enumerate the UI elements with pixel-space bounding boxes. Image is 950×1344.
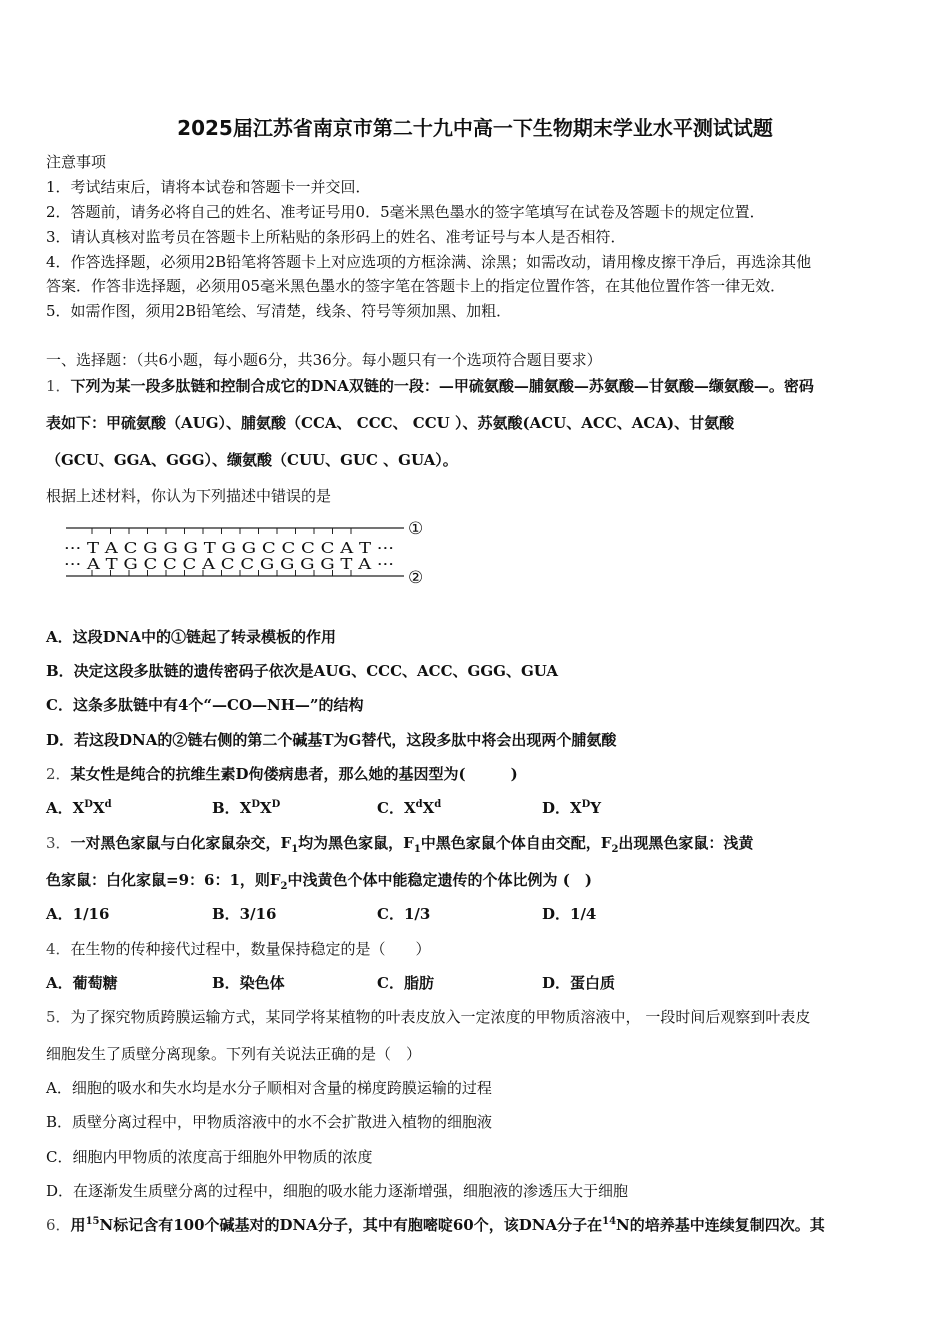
option-b: B．$X^DX^D$ — [212, 799, 281, 817]
question-2-line: 2．某女性是纯合的抗维生素D佝偻病患者，那么她的基因型为( ) — [46, 765, 518, 783]
option-b: B．3/16 — [212, 905, 277, 923]
option-d: D．蛋白质 — [542, 974, 616, 992]
question-number: 1． — [46, 377, 71, 395]
option-a: A．1/16 — [46, 905, 110, 923]
option-a: A．葡萄糖 — [46, 974, 118, 992]
option-d: D．1/4 — [542, 905, 597, 923]
option-c: C．1/3 — [377, 905, 431, 923]
notice-item: 1．考试结束后，请将本试卷和答题卡一并交回． — [46, 178, 371, 196]
option-c: C．脂肪 — [377, 974, 434, 992]
option-d: D．若这段DNA的②链右侧的第二个碱基T为G替代，这段多肽中将会出现两个脯氨酸 — [46, 731, 617, 749]
notice-item: 4．作答选择题，必须用2B铅笔将答题卡上对应选项的方框涂满、涂黑；如需改动，请用橡皮擦干净后，再选涂其他 — [46, 253, 812, 271]
option-c: C．$X^dX^d$ — [377, 799, 442, 817]
question-6-line: 6．用$^{15}$N标记含有100个碱基对的DNA分子，其中有胞嘧啶60个，该DNA分子在$^{14}$N的培养基中连续复制四次。其 — [46, 1216, 825, 1234]
question-number: 5． — [46, 1008, 71, 1026]
option-b: B．染色体 — [212, 974, 285, 992]
option-d: D．在逐渐发生质壁分离的过程中，细胞的吸水能力逐渐增强，细胞液的渗透压大于细胞 — [46, 1182, 629, 1200]
option-d: D．$X^DY$ — [542, 799, 602, 817]
notice-item: 3．请认真核对监考员在答题卡上所粘贴的条形码上的姓名、准考证号与本人是否相符． — [46, 228, 626, 246]
question-number: 6． — [46, 1216, 71, 1234]
option-a: A．$X^DX^d$ — [46, 799, 112, 817]
dna-strand-diagram — [62, 516, 432, 592]
strand-2-label: ② — [408, 568, 424, 588]
question-3-line: 色家鼠：白化家鼠=9：6：1，则$F_2$中浅黄色个体中能稳定遗传的个体比例为 ( ) — [46, 871, 592, 892]
question-1-line: 根据上述材料，你认为下列描述中错误的是 — [46, 487, 332, 505]
question-number: 2． — [46, 765, 71, 783]
option-c: C．细胞内甲物质的浓度高于细胞外甲物质的浓度 — [46, 1148, 373, 1166]
question-3-line: 3．一对黑色家鼠与白化家鼠杂交，$F_1$均为黑色家鼠，$F_1$中黑色家鼠个体自由交配，$F_2$出现黑色家鼠：浅黄 — [46, 834, 754, 855]
option-b: B．决定这段多肽链的遗传密码子依次是AUG、CCC、ACC、GGG、GUA — [46, 662, 559, 680]
option-b: B．质壁分离过程中，甲物质溶液中的水不会扩散进入植物的细胞液 — [46, 1113, 493, 1131]
notice-item: 答案．作答非选择题，必须用05毫米黑色墨水的签字笔在答题卡上的指定位置作答，在其他位置作答一律无效． — [46, 277, 786, 295]
notice-heading: 注意事项 — [46, 153, 107, 171]
option-c: C．这条多肽链中有4个“—CO—NH—”的结构 — [46, 696, 364, 714]
strand-2-sequence: ··· A T G C C C A C C G G G G T A ··· — [64, 555, 394, 573]
question-1-line: 表如下：甲硫氨酸（AUG）、脯氨酸（CCA、 CCC、 CCU ）、苏氨酸(ACU、ACC、ACA)、甘氨酸 — [46, 414, 735, 432]
option-a: A．细胞的吸水和失水均是水分子顺相对含量的梯度跨膜运输的过程 — [46, 1079, 492, 1097]
question-1-line: （GCU、GGA、GGG）、缬氨酸（CUU、GUC 、GUA）。 — [46, 451, 458, 469]
notice-item: 5．如需作图，须用2B铅笔绘、写清楚，线条、符号等须加黑、加粗． — [46, 302, 512, 320]
page-title: 2025届江苏省南京市第二十九中高一下生物期末学业水平测试试题 — [177, 116, 773, 140]
strand-1-sequence: ··· T A C G G G T G G C C C C A T ··· — [64, 539, 394, 557]
notice-item: 2．答题前，请务必将自己的姓名、准考证号用0．5毫米黑色墨水的签字笔填写在试卷及答题卡的规定位置． — [46, 203, 765, 221]
strand-1-label: ① — [408, 519, 424, 539]
question-number: 3． — [46, 834, 71, 852]
section-heading: 一、选择题：（共6小题，每小题6分，共36分。每小题只有一个选项符合题目要求） — [46, 351, 602, 369]
question-5-line: 细胞发生了质壁分离现象。下列有关说法正确的是（ ） — [46, 1045, 422, 1063]
option-a: A．这段DNA中的①链起了转录模板的作用 — [46, 628, 336, 646]
question-number: 4． — [46, 940, 71, 958]
question-5-line: 5．为了探究物质跨膜运输方式，某同学将某植物的叶表皮放入一定浓度的甲物质溶液中， 一段时间后观察到叶表皮 — [46, 1008, 811, 1026]
question-1-line: 1．下列为某一段多肽链和控制合成它的DNA双链的一段：—甲硫氨酸—脯氨酸—苏氨酸—甘氨酸—缬氨酸—。密码 — [46, 377, 814, 395]
question-4-line: 4．在生物的传种接代过程中，数量保持稳定的是（ ） — [46, 940, 431, 958]
